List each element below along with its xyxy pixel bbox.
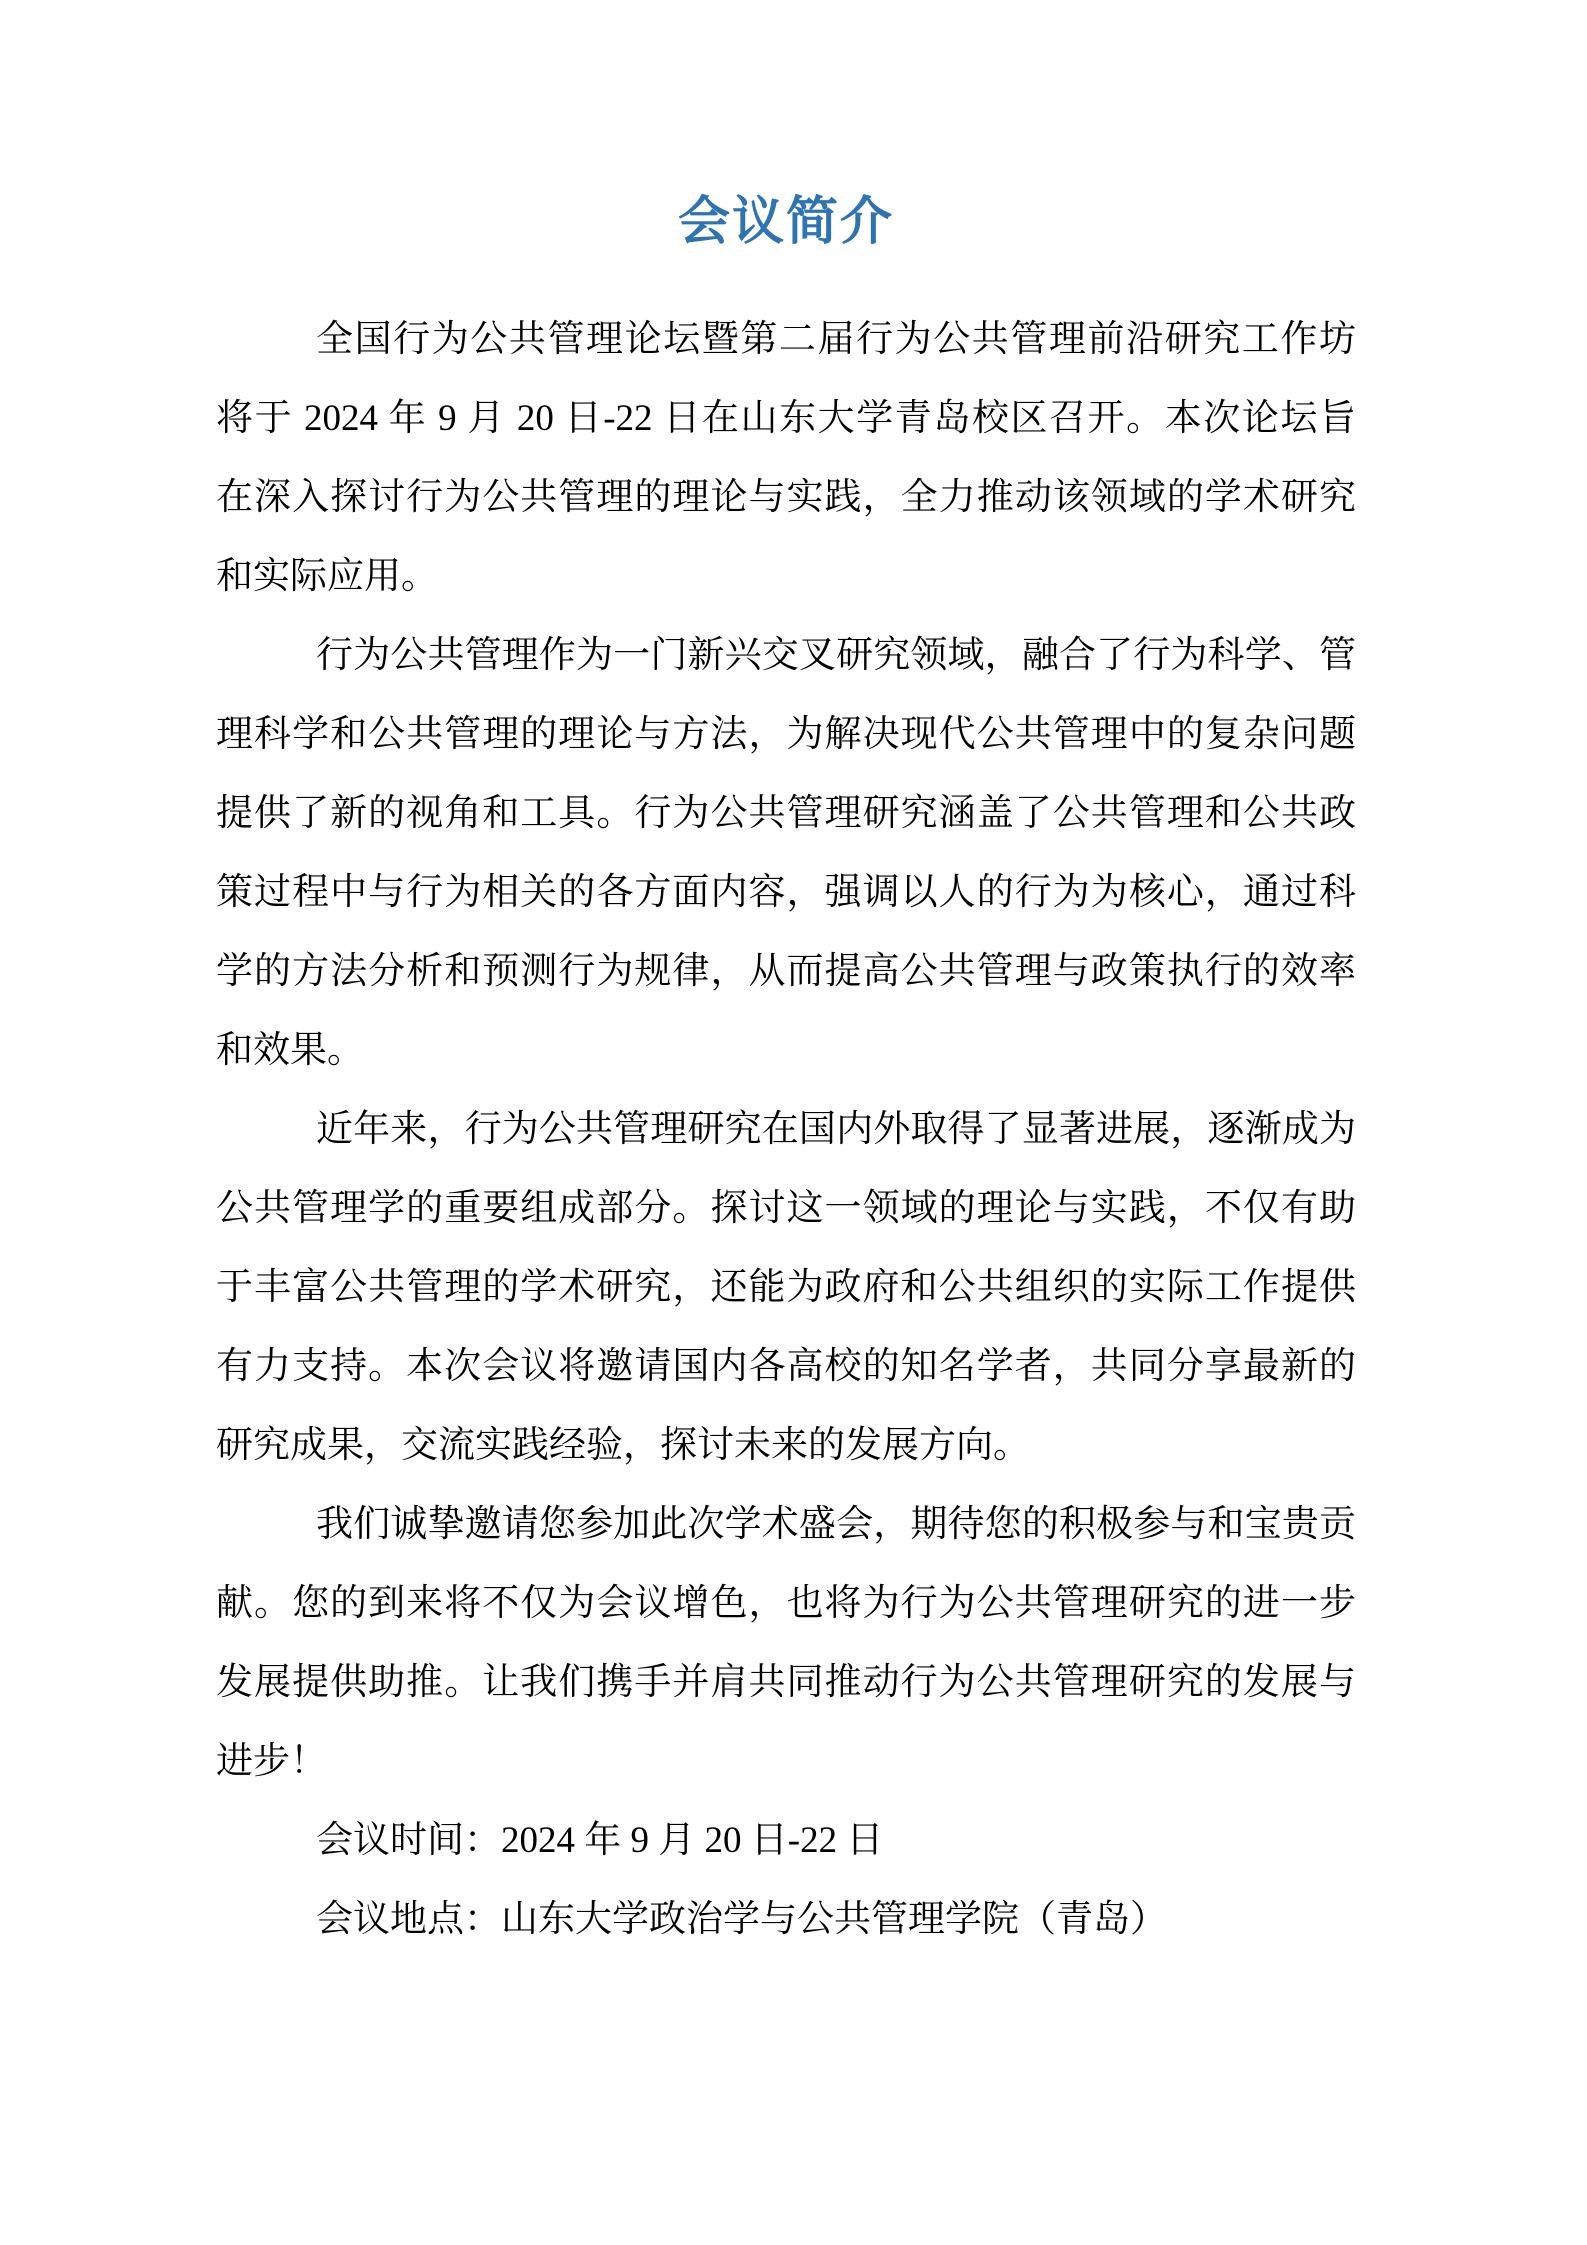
text-line: 全国行为公共管理论坛暨第二届行为公共管理前沿研究工作坊 xyxy=(316,319,1356,360)
text-line: 理科学和公共管理的理论与方法，为解决现代公共管理中的复杂问题 xyxy=(216,714,1356,755)
paragraph xyxy=(216,1090,1356,1485)
text-line: 提供了新的视角和工具。行为公共管理研究涵盖了公共管理和公共政 xyxy=(216,793,1356,834)
document-body xyxy=(216,300,1356,1959)
text-line: 策过程中与行为相关的各方面内容，强调以人的行为为核心，通过科 xyxy=(216,872,1356,913)
text-line: 我们诚挚邀请您参加此次学术盛会，期待您的积极参与和宝贵贡 xyxy=(316,1504,1356,1545)
text-line: 献。您的到来将不仅为会议增色，也将为行为公共管理研究的进一步 xyxy=(216,1583,1356,1624)
text-line: 学的方法分析和预测行为规律，从而提高公共管理与政策执行的效率 xyxy=(216,951,1356,992)
text-line: 进步！ xyxy=(216,1741,327,1782)
text-line: 近年来，行为公共管理研究在国内外取得了显著进展，逐渐成为 xyxy=(316,1109,1356,1150)
text-line: 和效果。 xyxy=(216,1030,364,1071)
text-line: 将于 2024 年 9 月 20 日-22 日在山东大学青岛校区召开。本次论坛旨 xyxy=(216,398,1356,439)
paragraph xyxy=(216,1880,1356,1959)
paragraph xyxy=(216,616,1356,1090)
text-line: 研究成果，交流实践经验，探讨未来的发展方向。 xyxy=(216,1425,1030,1466)
text-line: 会议时间：2024 年 9 月 20 日-22 日 xyxy=(316,1820,884,1861)
paragraph xyxy=(216,1485,1356,1801)
text-line: 行为公共管理作为一门新兴交叉研究领域，融合了行为科学、管 xyxy=(316,635,1356,676)
text-line: 于丰富公共管理的学术研究，还能为政府和公共组织的实际工作提供 xyxy=(216,1267,1356,1308)
text-line: 有力支持。本次会议将邀请国内各高校的知名学者，共同分享最新的 xyxy=(216,1346,1356,1387)
text-line: 会议地点：山东大学政治学与公共管理学院（青岛） xyxy=(316,1899,1167,1940)
page-title: 会议简介 xyxy=(677,194,894,251)
text-line: 发展提供助推。让我们携手并肩共同推动行为公共管理研究的发展与 xyxy=(216,1662,1356,1703)
text-line: 和实际应用。 xyxy=(216,556,438,597)
paragraph xyxy=(216,300,1356,616)
paragraph xyxy=(216,1801,1356,1880)
text-line: 在深入探讨行为公共管理的理论与实践，全力推动该领域的学术研究 xyxy=(216,477,1356,518)
text-line: 公共管理学的重要组成部分。探讨这一领域的理论与实践，不仅有助 xyxy=(216,1188,1356,1229)
